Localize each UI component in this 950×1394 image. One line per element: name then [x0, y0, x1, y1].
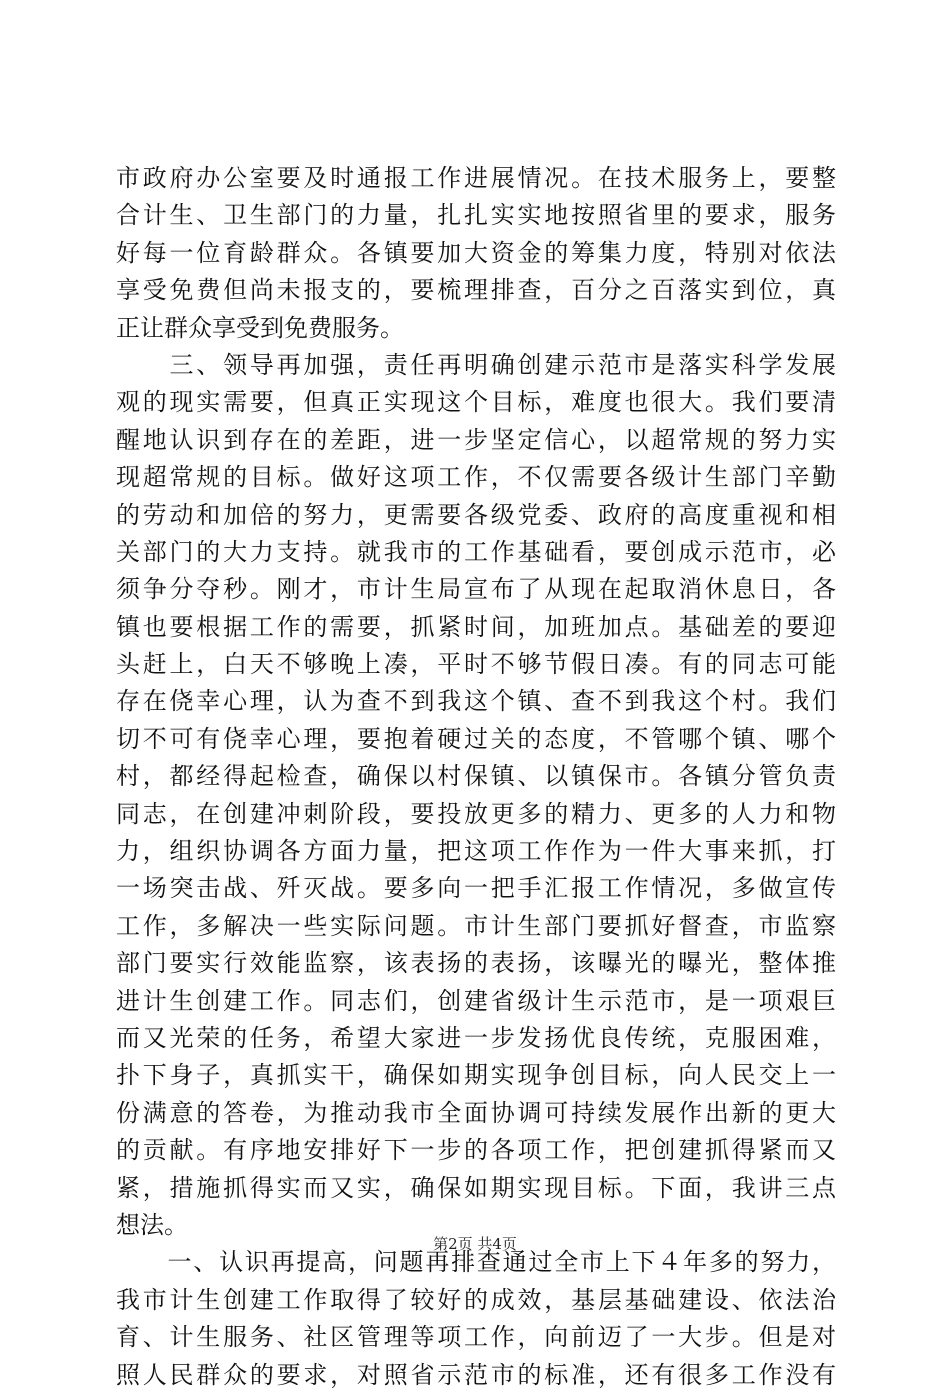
page-number-footer: 第2页 共4页 [433, 1235, 517, 1253]
text-line: 好每一位育龄群众。各镇要加大资金的筹集力度，特别对依法 [116, 238, 836, 267]
text-line: 正让群众享受到免费服务。 [116, 313, 404, 342]
text-line: 头赶上，白天不够晚上凑，平时不够节假日凑。有的同志可能 [116, 650, 836, 679]
text-line: 切不可有侥幸心理，要抱着硬过关的态度，不管哪个镇、哪个 [116, 724, 836, 753]
text-line: 享受免费但尚未报支的，要梳理排查，百分之百落实到位，真 [116, 276, 836, 305]
text-line: 工作，多解决一些实际问题。市计生部门要抓好督查，市监察 [116, 911, 836, 940]
text-line: 进计生创建工作。同志们，创建省级计生示范市，是一项艰巨 [116, 986, 836, 1015]
document-body [116, 160, 836, 1394]
text-line: 力，组织协调各方面力量，把这项工作作为一件大事来抓，打 [116, 837, 836, 866]
text-line: 的劳动和加倍的努力，更需要各级党委、政府的高度重视和相 [116, 500, 836, 529]
text-line: 观的现实需要，但真正实现这个目标，难度也很大。我们要清 [116, 388, 836, 417]
text-line: 我市计生创建工作取得了较好的成效，基层基础建设、依法治 [116, 1285, 836, 1314]
text-line: 紧，措施抓得实而又实，确保如期实现目标。下面，我讲三点 [116, 1173, 836, 1202]
text-line: 现超常规的目标。做好这项工作，不仅需要各级计生部门辛勤 [116, 463, 836, 492]
text-line: 村，都经得起检查，确保以村保镇、以镇保市。各镇分管负责 [116, 762, 836, 791]
text-line: 同志，在创建冲刺阶段，要投放更多的精力、更多的人力和物 [116, 799, 836, 828]
text-line: 扑下身子，真抓实干，确保如期实现争创目标，向人民交上一 [116, 1061, 836, 1090]
text-line: 一场突击战、歼灭战。要多向一把手汇报工作情况，多做宣传 [116, 874, 836, 903]
text-line: 一、认识再提高，问题再排查通过全市上下４年多的努力， [116, 1248, 836, 1277]
text-line: 的贡献。有序地安排好下一步的各项工作，把创建抓得紧而又 [116, 1136, 836, 1165]
text-line: 照人民群众的要求，对照省示范市的标准，还有很多工作没有 [116, 1360, 836, 1389]
text-line: 份满意的答卷，为推动我市全面协调可持续发展作出新的更大 [116, 1098, 836, 1127]
text-line: 三、领导再加强，责任再明确创建示范市是落实科学发展 [116, 350, 836, 379]
text-line: 关部门的大力支持。就我市的工作基础看，要创成示范市，必 [116, 537, 836, 566]
text-line: 部门要实行效能监察，该表扬的表扬，该曝光的曝光，整体推 [116, 949, 836, 978]
text-line: 合计生、卫生部门的力量，扎扎实实地按照省里的要求，服务 [116, 201, 836, 230]
text-line: 镇也要根据工作的需要，抓紧时间，加班加点。基础差的要迎 [116, 612, 836, 641]
text-line: 存在侥幸心理，认为查不到我这个镇、查不到我这个村。我们 [116, 687, 836, 716]
text-line: 想法。 [116, 1210, 188, 1239]
text-line: 须争分夺秒。刚才，市计生局宣布了从现在起取消休息日，各 [116, 575, 836, 604]
text-line: 醒地认识到存在的差距，进一步坚定信心，以超常规的努力实 [116, 425, 836, 454]
text-line: 而又光荣的任务，希望大家进一步发扬优良传统，克服困难， [116, 1023, 836, 1052]
text-line: 市政府办公室要及时通报工作进展情况。在技术服务上，要整 [116, 164, 836, 192]
text-line: 育、计生服务、社区管理等项工作，向前迈了一大步。但是对 [116, 1323, 836, 1352]
